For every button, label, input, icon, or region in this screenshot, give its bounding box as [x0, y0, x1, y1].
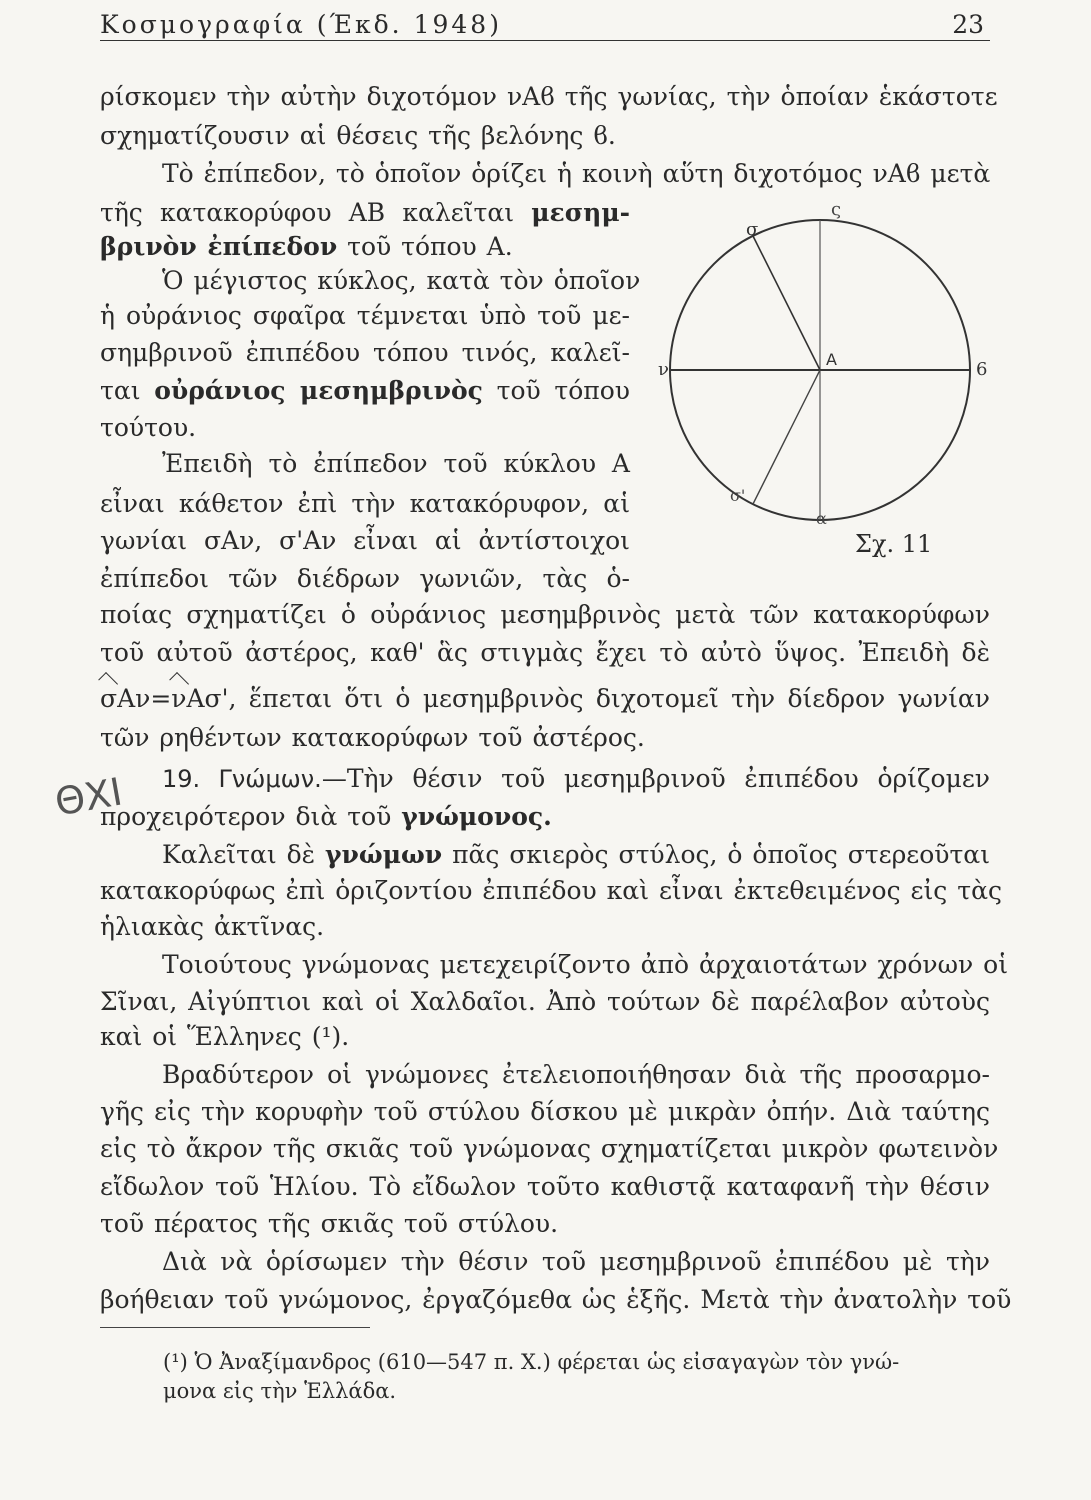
label-bottom: α — [816, 509, 827, 528]
text-line: τοῦ πέρατος τῆς σκιᾶς τοῦ στύλου. — [100, 1209, 559, 1238]
running-title: Κοσμογραφία (Έκδ. 1948) — [100, 10, 502, 39]
text-line — [100, 196, 630, 230]
text-line: Σῖναι, Αἰγύπτιοι καὶ οἱ Χαλδαῖοι. Ἀπὸ τούτων δὲ παρέλαβον αὐτοὺς — [100, 987, 990, 1016]
text-line: κατακορύφως ἐπὶ ὁριζοντίου ἐπιπέδου καὶ εἶναι ἐκτεθειμένος εἰς τὰς — [100, 876, 1002, 905]
text-span: τοῦ τόπου Α. — [337, 232, 513, 261]
label-top: ς — [831, 199, 842, 220]
label-left: ν — [658, 359, 669, 380]
text-line — [100, 230, 513, 264]
text-line — [100, 682, 990, 716]
label-upper-left: σ — [746, 219, 759, 240]
text-line: Ὁ μέγιστος κύκλος, κατὰ τὸν ὁποῖον — [162, 266, 641, 295]
text-line — [100, 374, 630, 408]
running-header — [100, 6, 990, 41]
text-line: Τοιούτους γνώμονας μετεχειρίζοντο ἀπὸ ἀρχαιοτάτων χρόνων οἱ — [162, 950, 1008, 979]
upper-star-line — [753, 236, 820, 370]
lower-star-line — [753, 370, 820, 504]
text-line — [100, 800, 990, 834]
text-line: ἐπίπεδοι τῶν διέδρων γωνιῶν, τὰς ὁ- — [100, 564, 630, 593]
text-line: σχηματίζουσιν αἱ θέσεις τῆς βελόνης ϐ. — [100, 121, 616, 150]
text-line: εἴδωλον τοῦ Ἡλίου. Τὸ εἴδωλον τοῦτο καθιστᾷ καταφανῆ τὴν θέσιν — [100, 1172, 990, 1201]
text-line: ποίας σχηματίζει ὁ οὐράνιος μεσημβρινὸς μετὰ τῶν κατακορύφων — [100, 600, 990, 629]
term-bold: μεσημ- — [531, 198, 630, 227]
text-span: ται — [100, 376, 155, 405]
text-line: καὶ οἱ Ἕλληνες (¹). — [100, 1022, 350, 1051]
label-right: 6 — [976, 359, 988, 380]
angle-expression: σΑν — [100, 682, 150, 716]
text-line: βοήθειαν τοῦ γνώμονος, ἐργαζόμεθα ὡς ἑξῆς. Μετὰ τὴν ἀνατολὴν τοῦ — [100, 1285, 1012, 1314]
text-line: ρίσκομεν τὴν αὐτὴν διχοτόμον νΑϐ τῆς γωνίας, τὴν ὁποίαν ἑκάστοτε — [100, 82, 998, 111]
label-center: Α — [826, 350, 837, 369]
text-span: , ἕπεται ὅτι ὁ μεσημβρινὸς διχοτομεῖ τὴν δίεδρον γωνίαν — [228, 684, 990, 713]
text-line: τῶν ρηθέντων κατακορύφων τοῦ ἀστέρος. — [100, 723, 645, 752]
text-span: τῆς κατακορύφου ΑΒ καλεῖται — [100, 198, 532, 227]
text-line: ἡ οὐράνιος σφαῖρα τέμνεται ὑπὸ τοῦ με- — [100, 301, 630, 330]
label-lower-left: σ' — [730, 486, 746, 505]
term-bold: γνώμονος. — [401, 802, 552, 831]
text-span: προχειρότερον διὰ τοῦ — [100, 802, 402, 831]
text-line: τοῦ αὐτοῦ ἀστέρος, καθ' ἃς στιγμὰς ἔχει τὸ αὐτὸ ὕψος. Ἐπειδὴ δὲ — [100, 638, 990, 667]
term-bold: βρινὸν ἐπίπεδον — [100, 232, 338, 261]
text-line: γωνίαι σΑν, σ'Αν εἶναι αἱ ἀντίστοιχοι — [100, 526, 630, 555]
term-bold: οὐράνιος μεσημβρινὸς — [154, 376, 483, 405]
footnote-line: (¹) Ὁ Ἀναξίμανδρος (610—547 π. Χ.) φέρεται ὡς εἰσαγαγὼν τὸν γνώ- — [163, 1350, 900, 1374]
text-line: τούτου. — [100, 413, 197, 442]
equals-sign: = — [150, 684, 172, 713]
text-span: Καλεῖται δὲ — [162, 840, 326, 869]
footnote-rule — [100, 1327, 370, 1328]
celestial-meridian-figure — [650, 195, 990, 565]
text-line: εἶναι κάθετον ἐπὶ τὴν κατακόρυφον, αἱ — [100, 489, 630, 518]
text-span: τοῦ τόπου — [482, 376, 630, 405]
section-heading-line — [100, 762, 990, 796]
text-line — [100, 838, 990, 872]
text-line: σημβρινοῦ ἐπιπέδου τόπου τινός, καλεῖ- — [100, 338, 630, 367]
text-line: Βραδύτερον οἱ γνώμονες ἐτελειοποιήθησαν διὰ τῆς προσαρμο- — [162, 1060, 990, 1089]
handwritten-margin-note: ΘΧΙ — [51, 769, 126, 825]
text-span: —Τὴν θέσιν τοῦ μεσημβρινοῦ ἐπιπέδου ὁρίζομεν — [321, 764, 990, 793]
text-span: πᾶς σκιερὸς στύλος, ὁ ὁποῖος στερεοῦται — [442, 840, 990, 869]
section-heading: 19. Γνώμων. — [162, 765, 322, 793]
text-line: Τὸ ἐπίπεδον, τὸ ὁποῖον ὁρίζει ἡ κοινὴ αὕτη διχοτόμος νΑϐ μετὰ — [162, 159, 991, 188]
text-line: Διὰ νὰ ὁρίσωμεν τὴν θέσιν τοῦ μεσημβρινοῦ ἐπιπέδου μὲ τὴν — [162, 1247, 990, 1276]
term-bold: γνώμων — [325, 840, 443, 869]
angle-expression: νΑσ' — [171, 682, 228, 716]
text-line: ἡλιακὰς ἀκτῖνας. — [100, 912, 325, 941]
page-number: 23 — [952, 10, 984, 39]
text-line: εἰς τὸ ἄκρον τῆς σκιᾶς τοῦ γνώμονας σχηματίζεται μικρὸν φωτεινὸν — [100, 1134, 999, 1163]
text-line: γῆς εἰς τὴν κορυφὴν τοῦ στύλου δίσκου μὲ μικρὰν ὀπήν. Διὰ ταύτης — [100, 1097, 990, 1126]
text-line: Ἐπειδὴ τὸ ἐπίπεδον τοῦ κύκλου Α — [162, 449, 630, 478]
footnote-line: μονα εἰς τὴν Ἑλλάδα. — [163, 1379, 397, 1403]
figure-caption: Σχ. 11 — [855, 530, 933, 558]
